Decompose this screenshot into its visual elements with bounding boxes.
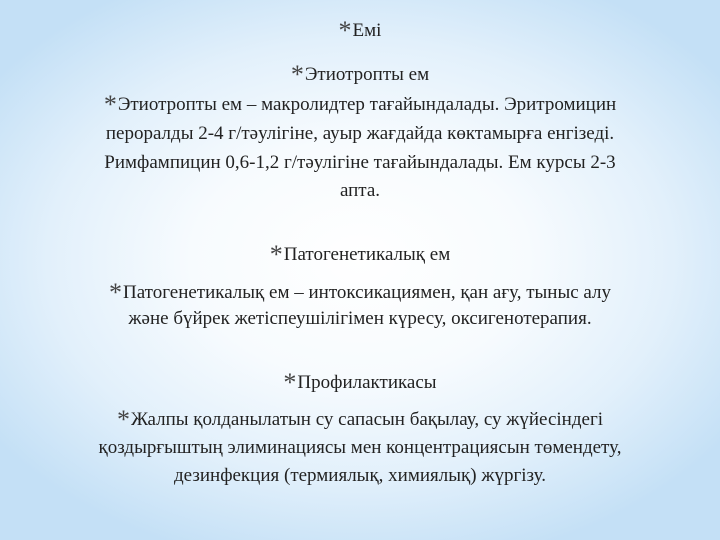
section-heading-text: Этиотропты ем xyxy=(304,64,430,85)
slide-title xyxy=(0,18,720,44)
section-body-line: және бүйрек жетіспеушілігімен күресу, оксигенотерапия. xyxy=(128,308,592,329)
section-body-line xyxy=(0,92,720,118)
section-heading xyxy=(0,370,720,396)
section-heading-text: Профилактикасы xyxy=(297,372,437,393)
section-heading xyxy=(0,242,720,268)
bullet-star-icon: * xyxy=(283,368,297,397)
section-body-line: дезинфекция (термиялық, химиялық) жүргізу. xyxy=(174,465,546,486)
bullet-star-icon: * xyxy=(269,240,283,269)
bullet-star-icon: * xyxy=(116,405,130,434)
body-text: Патогенетикалық ем – интоксикациямен, қан ағу, тыныс алу xyxy=(123,282,611,303)
section-body-line xyxy=(0,280,720,306)
section-body-line: пероралды 2-4 г/тәулігіне, ауыр жағдайда көктамырға енгізеді. xyxy=(105,123,615,144)
bullet-star-icon: * xyxy=(109,278,122,307)
section-heading-text: Патогенетикалық ем xyxy=(283,244,451,265)
bullet-star-icon: * xyxy=(103,90,117,119)
bullet-star-icon: * xyxy=(290,60,304,89)
section-body-line: Римфампицин 0,6-1,2 г/тәулігіне тағайындалады. Ем курсы 2-3 xyxy=(104,152,616,173)
slide-title-text: Емі xyxy=(352,20,382,41)
section-heading xyxy=(0,62,720,88)
body-text: Жалпы қолданылатын су сапасын бақылау, су жүйесіндегі xyxy=(130,409,604,430)
section-body-line xyxy=(0,407,720,433)
bullet-star-icon: * xyxy=(338,16,352,45)
section-body-line: қоздырғыштың элиминациясы мен концентрациясын төмендету, xyxy=(98,437,622,458)
section-body-line: апта. xyxy=(339,180,381,201)
body-text: Этиотропты ем – макролидтер тағайындалады. Эритромицин xyxy=(117,94,617,115)
